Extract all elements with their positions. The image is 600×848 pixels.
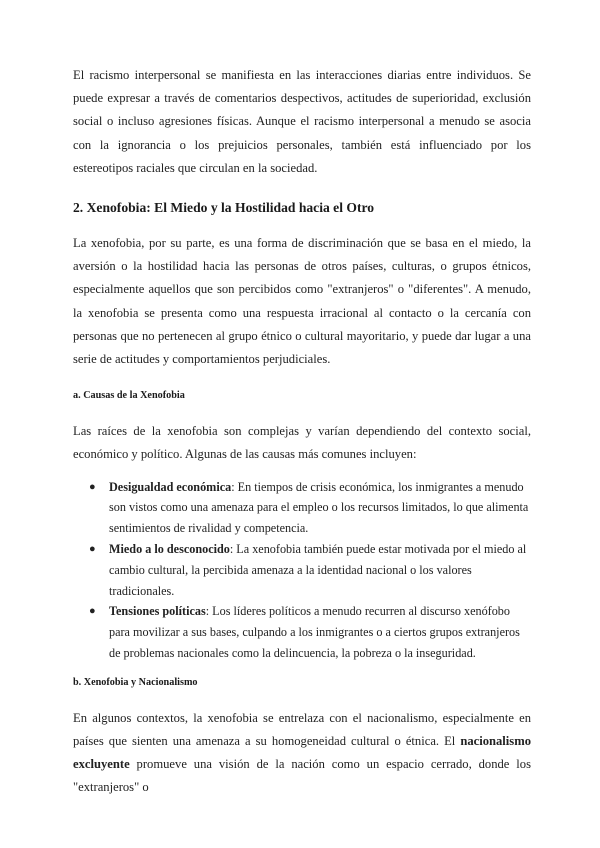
section-2-heading: 2. Xenofobia: El Miedo y la Hostilidad hacia el Otro bbox=[73, 200, 375, 216]
list-item bbox=[73, 477, 531, 539]
subsection-b-text-part1: En algunos contextos, la xenofobia se entrelaza con el nacionalismo, especialmente en países que sienten una amenaza a su homogeneidad cultural o étnica. El bbox=[73, 710, 531, 749]
list-item-text: : La xenofobia también puede estar motivada por el miedo al cambio cultural, la percibida amenaza a la identidad nacional o los valores tradicionales. bbox=[109, 542, 527, 598]
subsection-b-text-part2: promueve una visión de la nación como un espacio cerrado, donde los "extranjeros" o bbox=[73, 757, 531, 795]
subsection-b-paragraph bbox=[73, 707, 531, 800]
list-item bbox=[73, 539, 531, 601]
list-item-term: Miedo a lo desconocido bbox=[109, 542, 230, 557]
subsection-b-bold-term: nacionalismo excluyente bbox=[73, 734, 531, 772]
list-item bbox=[73, 601, 531, 663]
subsection-a-paragraph: Las raíces de la xenofobia son complejas y varían dependiendo del contexto social, económico y político. Algunas de las causas más comunes incluyen: bbox=[73, 424, 531, 462]
causes-list bbox=[73, 477, 531, 664]
section-2-paragraph: La xenofobia, por su parte, es una forma de discriminación que se basa en el miedo, la aversión o la hostilidad hacia las personas de otros países, culturas, o grupos étnicos, especialmente aquellos que son percibidos como "extranjeros" o "diferentes". A menudo, la xenofobia se presenta como una respuesta irracional al contacto o la cercanía con personas que no pertenecen al grupo étnico o cultural mayoritario, y puede dar lugar a una serie de actitudes y comportamientos perjudiciales. bbox=[73, 236, 531, 367]
bullet-icon: ● bbox=[89, 480, 96, 493]
intro-paragraph: El racismo interpersonal se manifiesta en las interacciones diarias entre individuos. Se puede expresar a través de comentarios despectivos, actitudes de superioridad, exclusión social o incluso agresiones físicas. Aunque el racismo interpersonal a menudo se asocia con la ignorancia o los prejuicios personales, también está influenciado por los estereotipos raciales que circulan en la sociedad. bbox=[73, 68, 531, 175]
bullet-icon: ● bbox=[89, 605, 96, 618]
list-item-term: Desigualdad económica bbox=[109, 479, 232, 494]
subsection-a-heading: a. Causas de la Xenofobia bbox=[73, 390, 185, 402]
bullet-icon: ● bbox=[89, 543, 96, 556]
list-item-term: Tensiones políticas bbox=[109, 604, 206, 619]
list-item-text: : En tiempos de crisis económica, los inmigrantes a menudo son vistos como una amenaza para el empleo o los recursos limitados, lo que alimenta sentimientos de rivalidad y competencia. bbox=[109, 479, 529, 536]
subsection-b-heading: b. Xenofobia y Nacionalismo bbox=[73, 676, 198, 688]
document-page bbox=[73, 64, 531, 800]
list-item-text: : Los líderes políticos a menudo recurren al discurso xenófobo para movilizar a sus bases, culpando a los inmigrantes o a ciertos grupos extranjeros de problemas nacionales como la delincuencia, la pobreza o la inseguridad. bbox=[109, 604, 520, 661]
